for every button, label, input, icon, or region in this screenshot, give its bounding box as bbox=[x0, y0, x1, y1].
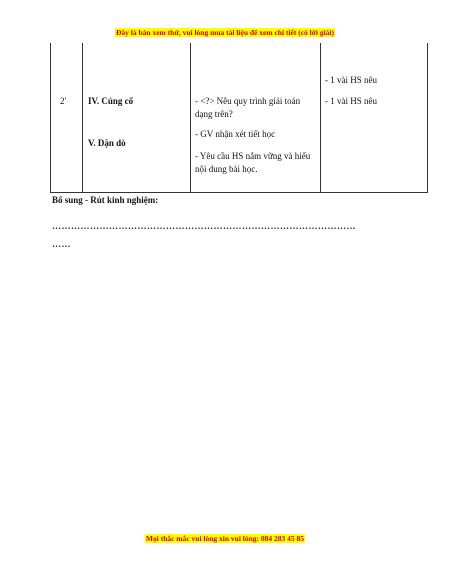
student-activity: - 1 vài HS nêu bbox=[325, 96, 377, 106]
preview-banner-text: Đây là bản xem thử, vui lòng mua tài liệu để xem chi tiết (có lời giải) bbox=[115, 28, 335, 37]
table-border-right bbox=[427, 43, 428, 193]
teacher-comment: - GV nhận xét tiết học bbox=[195, 129, 276, 139]
table-col-divider bbox=[82, 43, 83, 193]
preview-banner bbox=[0, 28, 450, 37]
teacher-request: - Yêu cầu HS nắm vững và hiểu nội dung bài học. bbox=[195, 151, 311, 174]
table-border-left bbox=[50, 43, 51, 193]
notes-dotted-line: …… bbox=[52, 239, 71, 249]
table-border-bottom bbox=[50, 192, 428, 193]
teacher-question: - <?> Nêu quy trình giải toán dạng trên? bbox=[195, 96, 301, 119]
time-cell: 2' bbox=[60, 96, 67, 106]
notes-heading: Bổ sung - Rút kinh nghiệm: bbox=[52, 195, 159, 205]
notes-dotted-line: …………………………………………………………………………………… bbox=[52, 221, 356, 231]
section-consolidation: IV. Củng cố bbox=[88, 96, 134, 106]
contact-banner bbox=[0, 534, 450, 543]
table-col-divider bbox=[320, 43, 321, 193]
contact-banner-text: Mọi thắc mắc vui lòng xin vui lòng: 084 283 45 85 bbox=[145, 534, 305, 543]
student-activity: - 1 vài HS nêu bbox=[325, 75, 377, 85]
section-homework: V. Dặn dò bbox=[88, 138, 126, 148]
table-col-divider bbox=[190, 43, 191, 193]
lesson-table bbox=[50, 43, 428, 193]
